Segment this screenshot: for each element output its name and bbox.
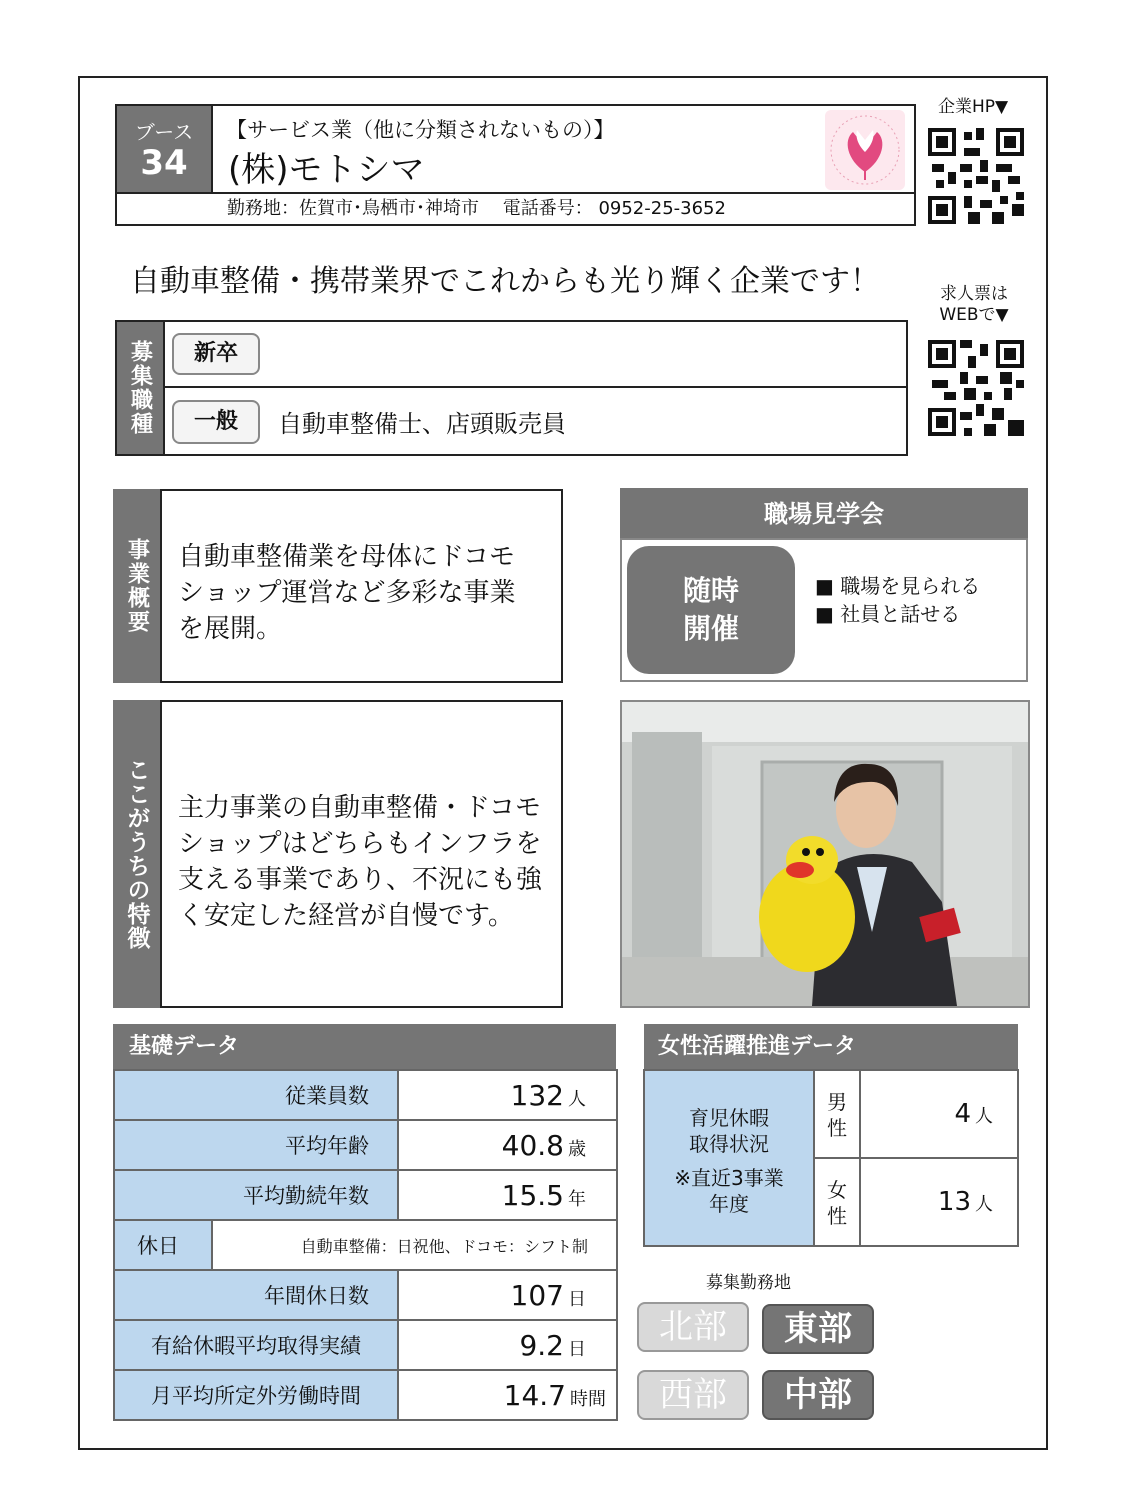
female-data-title: 女性活躍推進データ [644,1024,1018,1070]
overtime-label: 月平均所定外労働時間 [114,1370,398,1420]
list-item: ■ 社員と話せる [815,602,961,626]
tour-anytime-pill [627,546,795,674]
feature-side-label: ここがうちの特徴 [113,700,161,1008]
company-name: (株)モトシマ [228,150,425,190]
recruit-divider [163,386,908,388]
address-line: 勤務地：佐賀市･鳥栖市･神埼市 電話番号： 0952-25-3652 [115,192,916,226]
avg-age-value: 40.8 歳 [398,1120,617,1170]
annual-holidays-value: 107 日 [398,1270,617,1320]
tour-pill-line2: 開催 [682,612,739,645]
new-grad-tag: 新卒 [172,333,260,375]
square-bullet-icon: ■ [815,574,841,598]
booth-number: 34 [140,143,188,183]
kurumin-logo [825,110,905,190]
avg-tenure-value: 15.5 年 [398,1170,617,1220]
employees-value: 132 人 [398,1070,617,1120]
area-central: 中部 [762,1370,874,1420]
table-row [114,1220,617,1270]
holiday-value: 自動車整備：日祝他、ドコモ：シフト制 [212,1220,617,1270]
table-row [114,1320,617,1370]
booth-label: ブース [134,120,194,144]
area-west: 西部 [637,1370,749,1420]
basic-data-title: 基礎データ [113,1024,616,1070]
table-row [114,1170,617,1220]
list-item: ■ 職場を見られる [815,574,981,598]
avg-age-label: 平均年齢 [114,1120,398,1170]
slogan: 自動車整備・携帯業界でこれからも光り輝く企業です！ [130,264,880,299]
female-value: 13 人 [859,1157,1019,1247]
tour-title: 職場見学会 [620,488,1028,540]
business-side-label: 事業概要 [113,489,161,683]
company-hp-label: 企業HP▼ [938,97,1009,117]
basic-data-table [113,1069,618,1421]
job-listing-label: 求人票は WEBで▼ [939,284,1009,325]
general-job-list: 自動車整備士、店頭販売員 [278,410,566,438]
male-label: 男性 [813,1069,861,1159]
paid-leave-value: 9.2 日 [398,1320,617,1370]
table-row [114,1120,617,1170]
employees-label: 従業員数 [114,1070,398,1120]
square-bullet-icon: ■ [815,602,841,626]
booth-badge [115,104,213,194]
tour-pill-line1: 随時 [682,574,739,607]
staff-photo [620,700,1030,1008]
recruit-side-label: 募集職種 [115,320,165,456]
area-east: 東部 [762,1304,874,1354]
table-row [114,1370,617,1420]
overtime-value: 14.7 時間 [398,1370,617,1420]
job-listing-qr-icon[interactable] [928,340,1024,436]
business-summary-text: 自動車整備業を母体にドコモショップ運営など多彩な事業を展開。 [178,542,516,644]
work-area-label: 募集勤務地 [706,1273,791,1293]
male-value: 4 人 [859,1069,1019,1159]
tour-feature-list [815,572,980,628]
feature-box [160,700,563,1008]
childcare-leave-label: 育児休暇 取得状況 ※直近3事業 年度 [643,1069,815,1247]
female-label: 女性 [813,1157,861,1247]
area-north: 北部 [637,1302,749,1352]
paid-leave-label: 有給休暇平均取得実績 [114,1320,398,1370]
general-tag: 一般 [172,400,260,444]
holiday-label: 休日 [114,1220,212,1270]
feature-text: 主力事業の自動車整備・ドコモショップはどちらもインフラを支える事業であり、不況にも強く安定した経営が自慢です。 [178,793,543,931]
avg-tenure-label: 平均勤続年数 [114,1170,398,1220]
table-row [114,1070,617,1120]
industry-category: 【サービス業（他に分類されないもの）】 [226,118,615,142]
company-hp-qr-icon[interactable] [928,128,1024,224]
table-row [114,1270,617,1320]
annual-holidays-label: 年間休日数 [114,1270,398,1320]
business-summary [160,489,563,683]
